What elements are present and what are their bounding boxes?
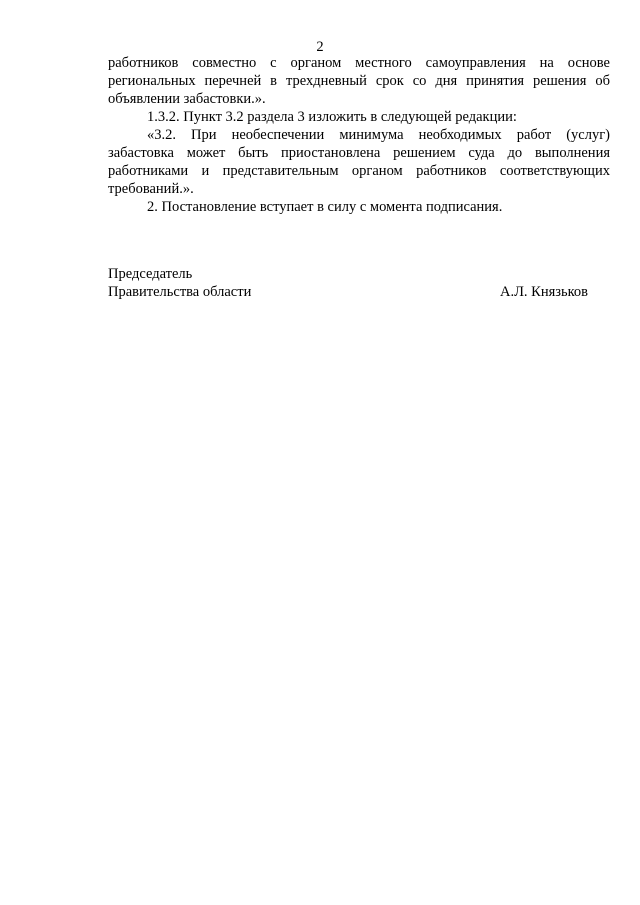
paragraph-continuation: работников совместно с органом местного самоуправления на основе региональных перечней в трехдневный срок со дня принятия решения об объявлении забастовки.».: [108, 55, 610, 107]
document-body: [108, 54, 610, 216]
paragraph-quote-3-2: «3.2. При необеспечении минимума необходимых работ (услуг) забастовка может быть приостановлена решением суда до выполнения работниками и представительным органом работников соответствующих требований.».: [108, 127, 610, 197]
paragraph-item-2: 2. Постановление вступает в силу с момента подписания.: [147, 199, 503, 215]
paragraph-item-1-3-2: 1.3.2. Пункт 3.2 раздела 3 изложить в следующей редакции:: [147, 109, 517, 125]
signer-name: А.Л. Князьков: [499, 284, 588, 300]
signer-title-line1: Председатель: [108, 266, 193, 282]
page-number: 2: [316, 39, 324, 55]
signature-block: [108, 265, 588, 301]
signature-line: [108, 283, 588, 301]
signer-title-line2: Правительства области: [108, 284, 252, 300]
